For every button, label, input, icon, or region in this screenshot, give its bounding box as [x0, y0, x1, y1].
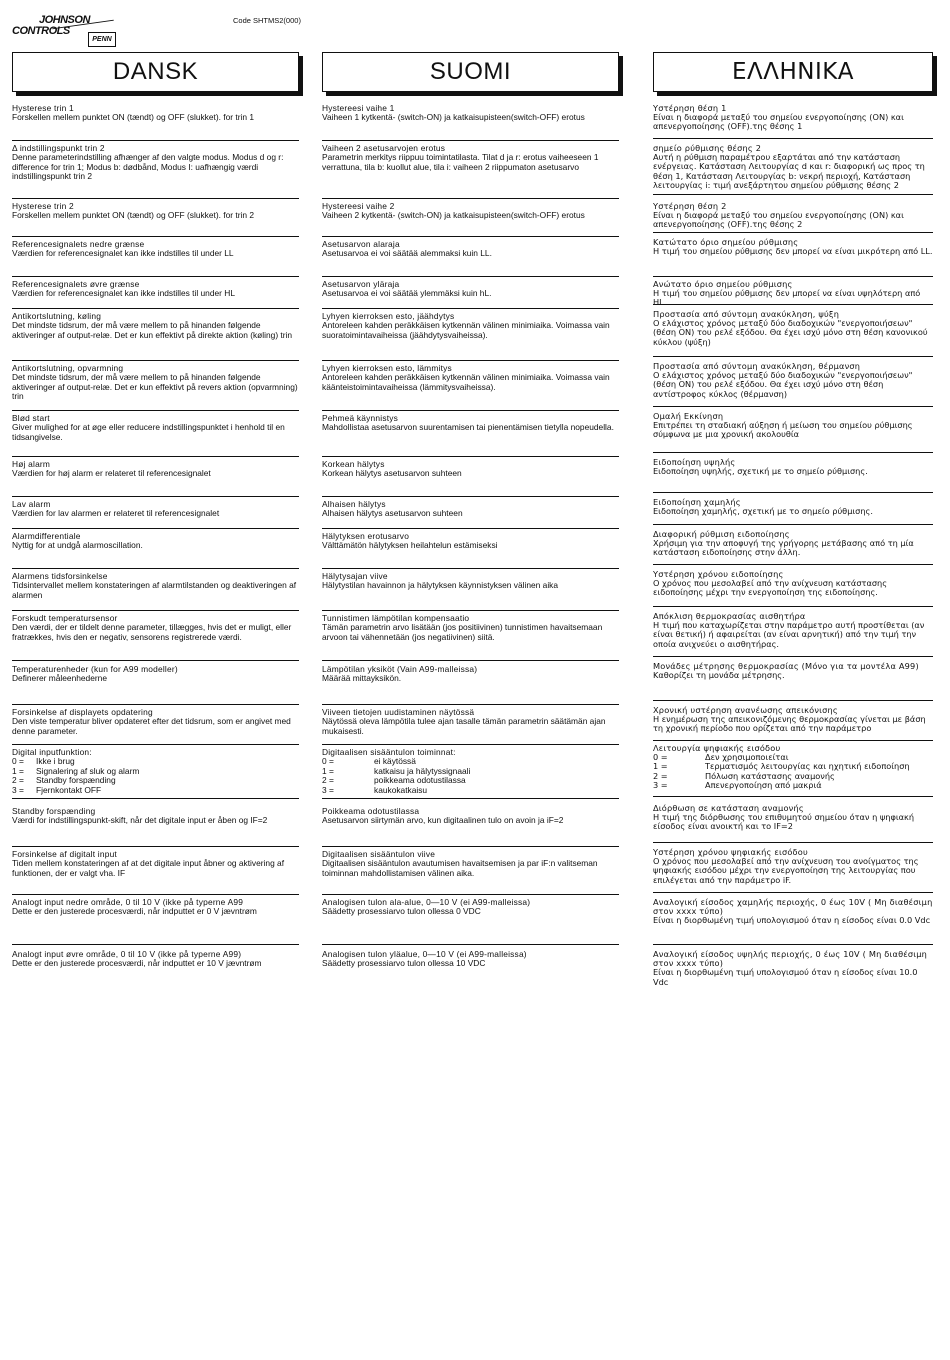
- parameter-entry: [653, 144, 933, 190]
- parameter-entry: [653, 498, 933, 516]
- divider-rule: [653, 194, 933, 195]
- divider-rule: [12, 704, 299, 705]
- parameter-description: Asetusarvoa ei voi säätää alemmaksi kuin LL.: [322, 248, 492, 259]
- parameter-title: Απόκλιση θερμοκρασίας αισθητήρα: [653, 611, 806, 621]
- divider-rule: [12, 744, 299, 745]
- option-row: [322, 776, 619, 785]
- option-key: 3 =: [653, 779, 668, 790]
- divider-rule: [653, 656, 933, 657]
- divider-rule: [12, 360, 299, 361]
- parameter-description: Alhaisen hälytys asetusarvon suhteen: [322, 508, 463, 519]
- parameter-title: Viiveen tietojen uudistaminen näytössä: [322, 707, 475, 717]
- parameter-entry: [12, 500, 299, 519]
- parameter-entry: [12, 312, 299, 340]
- parameter-title: Lyhyen kierroksen esto, lämmitys: [322, 363, 452, 373]
- parameter-title: Analogt input øvre område, 0 til 10 V (ikke på typerne A99): [12, 949, 242, 959]
- parameter-title: Hysterese trin 1: [12, 103, 74, 113]
- option-value: Δεν χρησιμοποιείται: [705, 752, 789, 763]
- option-key: 1 =: [322, 765, 334, 776]
- option-value: Fjernkontakt OFF: [36, 784, 102, 795]
- parameter-entry: [322, 144, 619, 172]
- parameter-title: Asetusarvon alaraja: [322, 239, 400, 249]
- divider-rule: [653, 304, 933, 305]
- parameter-description: Είναι η διορθωμένη τιμή υπολογισμού όταν η είσοδος είναι 10.0 Vdc: [653, 967, 918, 987]
- divider-rule: [653, 452, 933, 453]
- parameter-entry: [12, 280, 299, 299]
- parameter-title: Προστασία από σύντομη ανακύκληση, ψύξη: [653, 309, 840, 319]
- parameter-description: Tidsintervallet mellem konstateringen af alarmtilstanden og deaktiveringen af alarmen: [12, 580, 297, 600]
- parameter-entry: [653, 662, 933, 680]
- parameter-title: Blød start: [12, 413, 50, 423]
- parameter-description: Nyttig for at undgå alarmoscillation.: [12, 540, 143, 551]
- divider-rule: [12, 236, 299, 237]
- parameter-entry: [12, 850, 299, 878]
- logo-text-controls: CONTROLS: [12, 25, 70, 37]
- divider-rule: [322, 704, 619, 705]
- divider-rule: [12, 140, 299, 141]
- parameter-description: Η τιμή του σημείου ρύθμισης δεν μπορεί να είναι υψηλότερη από HL.: [653, 288, 921, 308]
- parameter-entry: [653, 570, 933, 598]
- divider-rule: [653, 276, 933, 277]
- divider-rule: [322, 528, 619, 529]
- parameter-entry: [12, 364, 299, 402]
- parameter-description: Η τιμή της διόρθωσης του επιθυμητού σημείου όταν η ψηφιακή είσοδος είναι ανοικτή και το IF=2: [653, 812, 915, 832]
- parameter-entry: [322, 280, 619, 299]
- parameter-description: Dette er den justerede procesværdi, når indputtet er 10 V jævntrøm: [12, 958, 262, 969]
- parameter-description: Vaiheen 1 kytkentä- (switch-ON) ja katkaisupisteen(switch-OFF) erotus: [322, 112, 585, 123]
- parameter-title: Standby forspænding: [12, 806, 96, 816]
- parameter-title: Hystereesi vaihe 1: [322, 103, 395, 113]
- parameter-title: Tunnistimen lämpötilan kompensaatio: [322, 613, 470, 623]
- option-value: Signalering af sluk og alarm: [36, 765, 140, 776]
- parameter-title: Hälytysajan viive: [322, 571, 388, 581]
- parameter-entry: [322, 748, 619, 795]
- divider-rule: [322, 744, 619, 745]
- parameter-description: Χρήσιμη για την αποφυγή της γρήγορης μετάβασης από τη μία κατάσταση ειδοποίησης στην άλλη.: [653, 538, 914, 558]
- parameter-entry: [322, 364, 619, 392]
- parameter-description: Det mindste tidsrum, der må være mellem to på hinanden følgende aktiveringer af output-relæ. Det er kun effektivt på revers aktion (opvarmning) trin: [12, 372, 298, 402]
- divider-rule: [653, 842, 933, 843]
- divider-rule: [12, 798, 299, 799]
- parameter-description: Asetusarvon siirtymän arvo, kun digitaalinen tulo on avoin ja iF=2: [322, 815, 564, 826]
- parameter-description: Værdi for indstillingspunkt-skift, når det digitale input er åben og IF=2: [12, 815, 268, 826]
- parameter-description: Giver mulighed for at øge eller reducere indstillingspunktet i henhold til en tidsangivelse.: [12, 422, 285, 442]
- parameter-title: Hysterese trin 2: [12, 201, 74, 211]
- parameter-description: Denne parameterindstilling afhænger af den valgte modus. Modus d og r: difference for trin 1; Modus b: dødbånd, Modus I: uafhængig værdi indstillingspunkt trin 2: [12, 152, 284, 182]
- parameter-entry: [653, 612, 933, 649]
- parameter-description: Værdien for referencesignalet kan ikke indstilles til under HL: [12, 288, 235, 299]
- parameter-title: Υστέρηση χρόνου ψηφιακής εισόδου: [653, 847, 808, 857]
- parameter-description: Mahdollistaa asetusarvon suurentamisen tai pienentämisen tietylla nopeudella.: [322, 422, 614, 433]
- parameter-title: Vaiheen 2 asetusarvojen erotus: [322, 143, 446, 153]
- parameter-entry: [12, 898, 299, 917]
- parameter-title: Pehmeä käynnistys: [322, 413, 399, 423]
- parameter-entry: [653, 848, 933, 885]
- option-row: [322, 767, 619, 776]
- parameter-entry: [322, 850, 619, 878]
- parameter-title: Poikkeama odotustilassa: [322, 806, 420, 816]
- option-row: [12, 786, 299, 795]
- option-value: Τερματισμός λειτουργίας και ηχητική ειδοποίηση: [705, 761, 910, 772]
- parameter-title: Διαφορική ρύθμιση ειδοποίησης: [653, 529, 790, 539]
- parameter-title: Υστέρηση θέση 2: [653, 201, 727, 211]
- column-ellinika: [653, 52, 933, 987]
- parameter-title: Αναλογική είσοδος υψηλής περιοχής, 0 έως 10V ( Μη διαθέσιμη στον xxxx τύπο): [653, 949, 928, 969]
- column-title-dansk: DANSK: [12, 52, 299, 92]
- option-value: ei käytössä: [374, 756, 416, 767]
- parameter-entry: [12, 614, 299, 642]
- divider-rule: [653, 796, 933, 797]
- parameter-entry: [322, 708, 619, 736]
- parameter-title: Digitaalisen sisääntulon toiminnat:: [322, 747, 456, 757]
- parameter-description: Ο ελάχιστος χρόνος μεταξύ δύο διαδοχικών "ενεργοποιήσεων" (θέση ON) του ρελέ εξόδου. Θα έχει ισχύ μόνο στη θέση κανονικού κύκλου (ψύξη): [653, 318, 928, 347]
- divider-rule: [12, 410, 299, 411]
- option-row: [322, 757, 619, 766]
- parameter-entry: [12, 202, 299, 221]
- parameter-description: Ειδοποίηση χαμηλής, σχετική με το σημείο ρύθμισης.: [653, 506, 873, 517]
- option-key: 3 =: [322, 784, 334, 795]
- parameter-title: Analogisen tulon yläalue, 0—10 V (ei A99-malleissa): [322, 949, 527, 959]
- parameter-description: Forskellen mellem punktet ON (tændt) og OFF (slukket). for trin 1: [12, 112, 255, 123]
- parameter-entry: [653, 104, 933, 132]
- parameter-title: Μονάδες μέτρησης θερμοκρασίας (Μόνο για τα μοντέλα A99): [653, 661, 919, 671]
- parameter-entry: [12, 414, 299, 442]
- parameter-title: Digital inputfunktion:: [12, 747, 92, 757]
- divider-rule: [322, 236, 619, 237]
- divider-rule: [322, 568, 619, 569]
- divider-rule: [12, 610, 299, 611]
- parameter-description: Αυτή η ρύθμιση παραμέτρου εξαρτάται από την κατάσταση ενέργειας. Κατάσταση Λειτουργίας d και r: διαφορική ως προς τη θέση 1, Κατάσταση Λειτουργίας b: νεκρή περιοχή, Κατάσταση λειτουργίας i: τιμή ανεξάρτητου σημείου ρύθμισης θέσης 2: [653, 152, 925, 190]
- parameter-entry: [322, 614, 619, 642]
- column-suomi: [322, 52, 619, 969]
- parameter-title: Ειδοποίηση υψηλής: [653, 457, 736, 467]
- divider-rule: [12, 496, 299, 497]
- parameter-description: Η τιμή που καταχωρίζεται στην παράμετρο αυτή προστίθεται (αν είναι θετική) ή αφαιρείται (αν είναι αρνητική) από την τιμή την οποία ανιχνεύει ο αισθητήρας.: [653, 620, 925, 649]
- parameter-description: Είναι η διορθωμένη τιμή υπολογισμού όταν η είσοδος είναι 0.0 Vdc: [653, 915, 931, 926]
- parameter-title: Forsinkelse af displayets opdatering: [12, 707, 153, 717]
- parameter-description: Καθορίζει τη μονάδα μέτρησης.: [653, 670, 785, 681]
- divider-rule: [322, 360, 619, 361]
- parameter-title: Υστέρηση χρόνου ειδοποίησης: [653, 569, 784, 579]
- parameter-description: Definerer måleenhederne: [12, 673, 107, 684]
- divider-rule: [653, 892, 933, 893]
- divider-rule: [322, 496, 619, 497]
- parameter-title: σημείο ρύθμισης θέσης 2: [653, 143, 762, 153]
- divider-rule: [12, 944, 299, 945]
- parameter-entry: [12, 665, 299, 684]
- divider-rule: [653, 740, 933, 741]
- parameter-title: Ομαλή Εκκίνηση: [653, 411, 724, 421]
- parameter-title: Digitaalisen sisääntulon viive: [322, 849, 436, 859]
- parameter-description: Asetusarvoa ei voi säätää ylemmäksi kuin hL.: [322, 288, 492, 299]
- parameter-entry: [653, 804, 933, 832]
- parameter-description: Välttämätön hälytyksen heilahtelun estämiseksi: [322, 540, 498, 551]
- parameter-description: Dette er den justerede procesværdi, når indputtet er 0 V jævntrøm: [12, 906, 257, 917]
- column-title-ellinika: ΕΛΛΗΝΙΚΑ: [653, 52, 933, 92]
- parameter-description: Korkean hälytys asetusarvon suhteen: [322, 468, 462, 479]
- option-value: katkaisu ja hälytyssignaali: [374, 765, 471, 776]
- logo-text-johnson: JOHNSON: [39, 14, 90, 26]
- parameter-title: Temperaturenheder (kun for A99 modeller): [12, 664, 178, 674]
- parameter-description: Η τιμή του σημείου ρύθμισης δεν μπορεί να είναι μικρότερη από LL.: [653, 246, 933, 257]
- parameter-description: Vaiheen 2 kytkentä- (switch-ON) ja katkaisupisteen(switch-OFF) erotus: [322, 210, 585, 221]
- option-row: [653, 781, 933, 790]
- option-value: kaukokatkaisu: [374, 784, 428, 795]
- parameter-entry: [322, 898, 619, 917]
- johnson-controls-logo: [12, 14, 117, 46]
- parameter-description: Ο χρόνος που μεσολαβεί από την ανίχνευση του ανοίγματος της ψηφιακής εισόδου μέχρι την ενεργοποίηση της λειτουργίας που επιλέγεται από την παράμετρο iF.: [653, 856, 919, 885]
- parameter-title: Προστασία από σύντομη ανακύκληση, θέρμανση: [653, 361, 861, 371]
- parameter-description: Den viste temperatur bliver opdateret efter det tidsrum, som er angivet med denne parameter.: [12, 716, 291, 736]
- parameter-entry: [653, 310, 933, 347]
- column-dansk: [12, 52, 299, 969]
- parameter-entry: [322, 240, 619, 259]
- parameter-entry: [322, 460, 619, 479]
- parameter-entry: [322, 312, 619, 340]
- parameter-entry: [653, 412, 933, 440]
- parameter-entry: [653, 458, 933, 476]
- divider-rule: [322, 894, 619, 895]
- parameter-entry: [653, 202, 933, 230]
- parameter-entry: [12, 144, 299, 182]
- parameter-description: Säädetty prosessiarvo tulon ollessa 0 VDC: [322, 906, 481, 917]
- parameter-description: Hälytystilan havainnon ja hälytyksen käynnistyksen välinen aika: [322, 580, 559, 591]
- parameter-title: Αναλογική είσοδος χαμηλής περιοχής, 0 έως 10V ( Μη διαθέσιμη στον xxxx τύπο): [653, 897, 933, 917]
- option-value: Standby forspænding: [36, 775, 116, 786]
- parameter-entry: [322, 950, 619, 969]
- divider-rule: [653, 564, 933, 565]
- parameter-description: Værdien for lav alarmen er relateret til referencesignalet: [12, 508, 220, 519]
- parameter-title: Antikortslutning, opvarmning: [12, 363, 124, 373]
- divider-rule: [653, 356, 933, 357]
- parameter-description: Tiden mellem konstateringen af at det digitale input åbner og aktivering af funktionen, der er valgt vha. IF: [12, 858, 285, 878]
- parameter-entry: [12, 748, 299, 795]
- option-key: 2 =: [322, 775, 334, 786]
- parameter-title: Analogisen tulon ala-alue, 0—10 V (ei A99-malleissa): [322, 897, 531, 907]
- parameter-title: Antikortslutning, køling: [12, 311, 102, 321]
- parameter-description: Værdien for høj alarm er relateret til referencesignalet: [12, 468, 211, 479]
- parameter-entry: [322, 572, 619, 591]
- divider-rule: [322, 140, 619, 141]
- option-key: 1 =: [12, 765, 24, 776]
- divider-rule: [653, 138, 933, 139]
- parameter-title: Υστέρηση θέση 1: [653, 103, 727, 113]
- option-row: [322, 786, 619, 795]
- divider-rule: [653, 406, 933, 407]
- parameter-entry: [12, 460, 299, 479]
- option-key: 0 =: [322, 756, 334, 767]
- parameter-entry: [12, 104, 299, 123]
- parameter-entry: [653, 898, 933, 926]
- option-key: 3 =: [12, 784, 24, 795]
- parameter-description: Værdien for referencesignalet kan ikke indstilles til under LL: [12, 248, 234, 259]
- parameter-entry: [653, 706, 933, 734]
- divider-rule: [322, 456, 619, 457]
- divider-rule: [12, 456, 299, 457]
- parameter-title: Alarmens tidsforsinkelse: [12, 571, 108, 581]
- option-key: 1 =: [653, 761, 668, 772]
- divider-rule: [12, 198, 299, 199]
- divider-rule: [322, 660, 619, 661]
- parameter-entry: [12, 240, 299, 259]
- parameter-title: Asetusarvon yläraja: [322, 279, 400, 289]
- parameter-description: Tämän parametrin arvo lisätään (jos positiivinen) tunnistimen havaitsemaan arvoon tai vähennetään (jos negatiivinen) siitä.: [322, 622, 603, 642]
- option-key: 0 =: [653, 752, 668, 763]
- parameter-description: Antoreleen kahden peräkkäisen kytkennän välinen minimiaika. Voimassa vain käänteistoimintavaiheissa (lämmitysvaiheissa).: [322, 372, 610, 392]
- column-title-suomi: SUOMI: [322, 52, 619, 92]
- divider-rule: [12, 276, 299, 277]
- divider-rule: [322, 846, 619, 847]
- parameter-description: Näytössä oleva lämpötila tulee ajan tasalle tämän parametrin säätämän ajan mukaisesti.: [322, 716, 606, 736]
- divider-rule: [322, 798, 619, 799]
- parameter-title: Korkean hälytys: [322, 459, 385, 469]
- parameter-description: Ο ελάχιστος χρόνος μεταξύ δύο διαδοχικών "ενεργοποιήσεων" (θέση ON) του ρελέ εξόδου. Θα έχει ισχύ μόνο στη θέση αντίστροφος κύκλος (θέρμανση): [653, 370, 913, 399]
- parameter-entry: [653, 238, 933, 256]
- divider-rule: [322, 198, 619, 199]
- parameter-entry: [322, 414, 619, 433]
- parameter-title: Δ indstillingspunkt trin 2: [12, 143, 105, 153]
- parameter-entry: [653, 362, 933, 399]
- parameter-description: Επιτρέπει τη σταδιακή αύξηση ή μείωση του σημείου ρύθμισης σύμφωνα με μια χρονική ακολουθία: [653, 420, 913, 440]
- divider-rule: [322, 944, 619, 945]
- parameter-entry: [322, 665, 619, 684]
- divider-rule: [12, 846, 299, 847]
- parameter-description: Είναι η διαφορά μεταξύ του σημείου ενεργοποίησης (ON) και απενεργοποίησης (OFF).της θέσης 2: [653, 210, 904, 230]
- parameter-title: Alhaisen hälytys: [322, 499, 386, 509]
- divider-rule: [653, 524, 933, 525]
- parameter-title: Ειδοποίηση χαμηλής: [653, 497, 741, 507]
- parameter-title: Hälytyksen erotusarvo: [322, 531, 410, 541]
- parameter-entry: [322, 202, 619, 221]
- divider-rule: [12, 308, 299, 309]
- parameter-entry: [12, 532, 299, 551]
- parameter-title: Hystereesi vaihe 2: [322, 201, 395, 211]
- divider-rule: [12, 528, 299, 529]
- parameter-description: Antoreleen kahden peräkkäisen kytkennän välinen minimiaika. Voimassa vain suoratoimintavaiheissa (jäähdytysvaiheissa).: [322, 320, 610, 340]
- parameter-description: Säädetty prosessiarvo tulon ollessa 10 VDC: [322, 958, 486, 969]
- parameter-title: Forskudt temperatursensor: [12, 613, 118, 623]
- option-key: 2 =: [653, 770, 668, 781]
- parameter-entry: [653, 950, 933, 987]
- parameter-description: Forskellen mellem punktet ON (tændt) og OFF (slukket). for trin 2: [12, 210, 255, 221]
- parameter-title: Lav alarm: [12, 499, 51, 509]
- option-key: 2 =: [12, 775, 24, 786]
- option-key: 0 =: [12, 756, 24, 767]
- divider-rule: [12, 568, 299, 569]
- document-code: Code SHTMS2(000): [233, 16, 301, 25]
- parameter-entry: [12, 807, 299, 826]
- divider-rule: [653, 232, 933, 233]
- parameter-title: Lyhyen kierroksen esto, jäähdytys: [322, 311, 455, 321]
- option-value: Απενεργοποίηση από μακριά: [705, 779, 822, 790]
- parameter-description: Ειδοποίηση υψηλής, σχετική με το σημείο ρύθμισης.: [653, 466, 868, 477]
- parameter-entry: [12, 950, 299, 969]
- parameter-entry: [653, 744, 933, 790]
- parameter-title: Referencesignalets øvre grænse: [12, 279, 140, 289]
- parameter-title: Alarmdifferentiale: [12, 531, 81, 541]
- divider-rule: [653, 492, 933, 493]
- parameter-entry: [322, 807, 619, 826]
- option-value: Ikke i brug: [36, 756, 75, 767]
- parameter-title: Χρονική υστέρηση ανανέωσης απεικόνισης: [653, 705, 838, 715]
- parameter-entry: [12, 572, 299, 600]
- divider-rule: [322, 308, 619, 309]
- parameter-title: Ανώτατο όριο σημείου ρύθμισης: [653, 279, 793, 289]
- parameter-title: Κατώτατο όριο σημείου ρύθμισης: [653, 237, 799, 247]
- parameter-description: Den værdi, der er tildelt denne parameter, tillægges, hvis det er muligt, eller fratrækkes, hvis den er negativ, sensorens registrerede værdi.: [12, 622, 292, 642]
- divider-rule: [653, 700, 933, 701]
- parameter-entry: [322, 500, 619, 519]
- divider-rule: [322, 410, 619, 411]
- parameter-entry: [12, 708, 299, 736]
- divider-rule: [653, 944, 933, 945]
- parameter-description: Η ενημέρωση της απεικονιζόμενης θερμοκρασίας γίνεται με βάση τη χρονική περίοδο που ορίζεται από την παράμετρο: [653, 714, 926, 734]
- parameter-entry: [322, 104, 619, 123]
- divider-rule: [322, 276, 619, 277]
- parameter-title: Διόρθωση σε κατάσταση αναμονής: [653, 803, 804, 813]
- divider-rule: [12, 894, 299, 895]
- parameter-description: Det mindste tidsrum, der må være mellem to på hinanden følgende aktiveringer af output-relæ. Det er kun effektivt på direkte aktion (køling) trin: [12, 320, 293, 340]
- divider-rule: [12, 660, 299, 661]
- parameter-entry: [653, 530, 933, 558]
- parameter-title: Forsinkelse af digitalt input: [12, 849, 117, 859]
- parameter-entry: [322, 532, 619, 551]
- parameter-description: Είναι η διαφορά μεταξύ του σημείου ενεργοποίησης (ON) και απενεργοποίησης (OFF).της θέσης 1: [653, 112, 904, 132]
- parameter-title: Referencesignalets nedre grænse: [12, 239, 145, 249]
- parameter-title: Analogt input nedre område, 0 til 10 V (ikke på typerne A99: [12, 897, 244, 907]
- divider-rule: [653, 606, 933, 607]
- parameter-description: Ο χρόνος που μεσολαβεί από την ανίχνευση κατάστασης ειδοποίησης μέχρι την ενεργοποίηση της ειδοποίησης.: [653, 578, 888, 598]
- option-value: poikkeama odotustilassa: [374, 775, 466, 786]
- logo-badge-penn: PENN: [88, 32, 116, 47]
- parameter-description: Parametrin merkitys riippuu toimintatilasta. Tilat d ja r: erotus vaiheeseen 1 verrattuna, tila b: kuollut alue, tila i: vaiheen 2 riippumaton asetusarvo: [322, 152, 599, 172]
- parameter-description: Digitaalisen sisääntulon avautumisen havaitsemisen ja par iF:n valitseman toiminnan mahdollistamisen välinen aika.: [322, 858, 598, 878]
- parameter-title: Λειτουργία ψηφιακής εισόδου: [653, 743, 781, 753]
- parameter-description: Määrää mittayksikön.: [322, 673, 402, 684]
- parameter-title: Høj alarm: [12, 459, 51, 469]
- option-value: Πόλωση κατάστασης αναμονής: [705, 770, 835, 781]
- parameter-title: Lämpötilan yksiköt (Vain A99-malleissa): [322, 664, 478, 674]
- divider-rule: [322, 610, 619, 611]
